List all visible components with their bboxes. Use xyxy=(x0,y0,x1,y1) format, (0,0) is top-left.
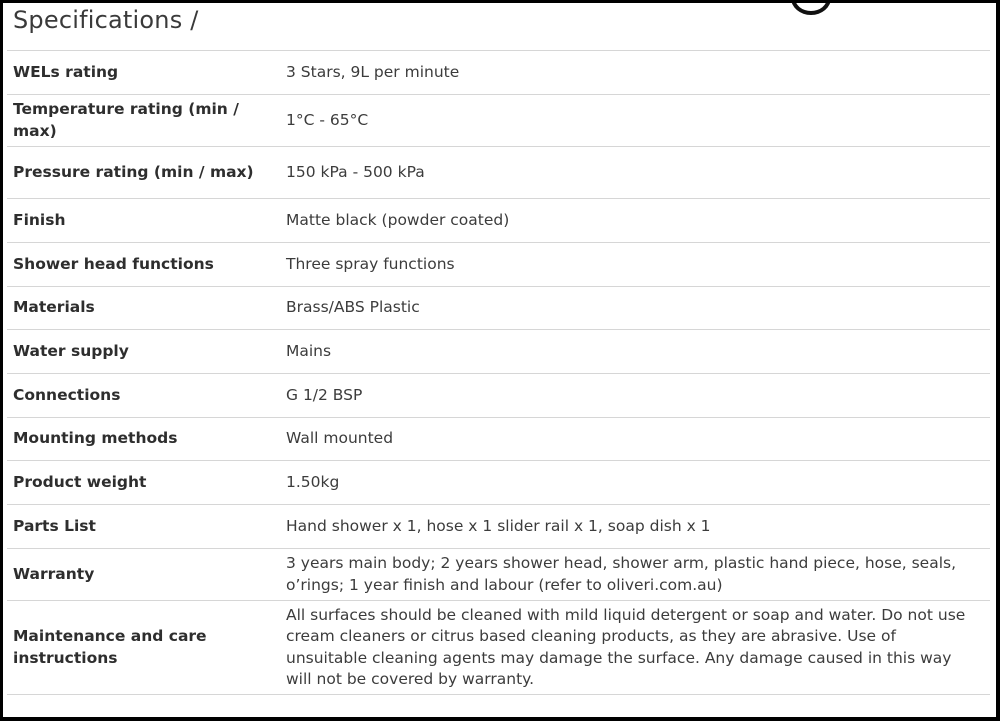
table-row xyxy=(7,147,990,199)
spec-value-product-weight: 1.50kg xyxy=(286,472,340,491)
table-row xyxy=(7,418,990,461)
spec-value-connections: G 1/2 BSP xyxy=(286,385,363,404)
spec-value-materials: Brass/ABS Plastic xyxy=(286,298,420,317)
spec-value-wels-rating: 3 Stars, 9L per minute xyxy=(286,62,460,81)
spec-label-materials: Materials xyxy=(13,298,95,317)
page-title: Specifications / xyxy=(13,6,199,34)
table-row xyxy=(7,601,990,695)
spec-label-warranty: Warranty xyxy=(13,564,95,583)
spec-label-pressure-rating: Pressure rating (min / max) xyxy=(13,162,254,181)
table-row xyxy=(7,287,990,330)
spec-label-water-supply: Water supply xyxy=(13,341,129,360)
table-row xyxy=(7,95,990,147)
spec-label-finish: Finish xyxy=(13,210,66,229)
spec-label-shower-head-functions: Shower head functions xyxy=(13,254,214,273)
table-row xyxy=(7,461,990,505)
spec-value-shower-head-functions: Three spray functions xyxy=(286,254,455,273)
spec-value-mounting-methods: Wall mounted xyxy=(286,429,394,448)
spec-label-product-weight: Product weight xyxy=(13,472,147,491)
spec-value-temperature-rating: 1°C - 65°C xyxy=(286,110,369,129)
spec-label-wels-rating: WELs rating xyxy=(13,62,119,81)
table-row xyxy=(7,199,990,243)
table-row xyxy=(7,330,990,374)
table-row xyxy=(7,505,990,549)
spec-label-temperature-rating: Temperature rating (min / max) xyxy=(13,100,239,140)
spec-value-warranty: 3 years main body; 2 years shower head, shower arm, plastic hand piece, hose, seals, o’rings; 1 year finish and labour (refer to oliveri.com.au) xyxy=(286,554,957,594)
partial-circle-icon xyxy=(791,0,831,15)
specifications-table xyxy=(7,50,990,695)
table-row xyxy=(7,243,990,287)
spec-value-pressure-rating: 150 kPa - 500 kPa xyxy=(286,162,425,181)
spec-value-parts-list: Hand shower x 1, hose x 1 slider rail x 1, soap dish x 1 xyxy=(286,516,711,535)
table-row xyxy=(7,51,990,95)
spec-label-mounting-methods: Mounting methods xyxy=(13,429,178,448)
spec-value-maintenance: All surfaces should be cleaned with mild liquid detergent or soap and water. Do not use cream cleaners or citrus based cleaning products, as they are abrasive. Use of unsuitable cleaning agents may damage the surface. Any damage caused in this way will not be covered by warranty. xyxy=(286,605,966,688)
table-row xyxy=(7,374,990,418)
spec-value-water-supply: Mains xyxy=(286,341,332,360)
table-row xyxy=(7,549,990,601)
spec-label-maintenance: Maintenance and care instructions xyxy=(13,627,207,667)
spec-label-parts-list: Parts List xyxy=(13,516,96,535)
spec-label-connections: Connections xyxy=(13,385,121,404)
spec-value-finish: Matte black (powder coated) xyxy=(286,210,510,229)
